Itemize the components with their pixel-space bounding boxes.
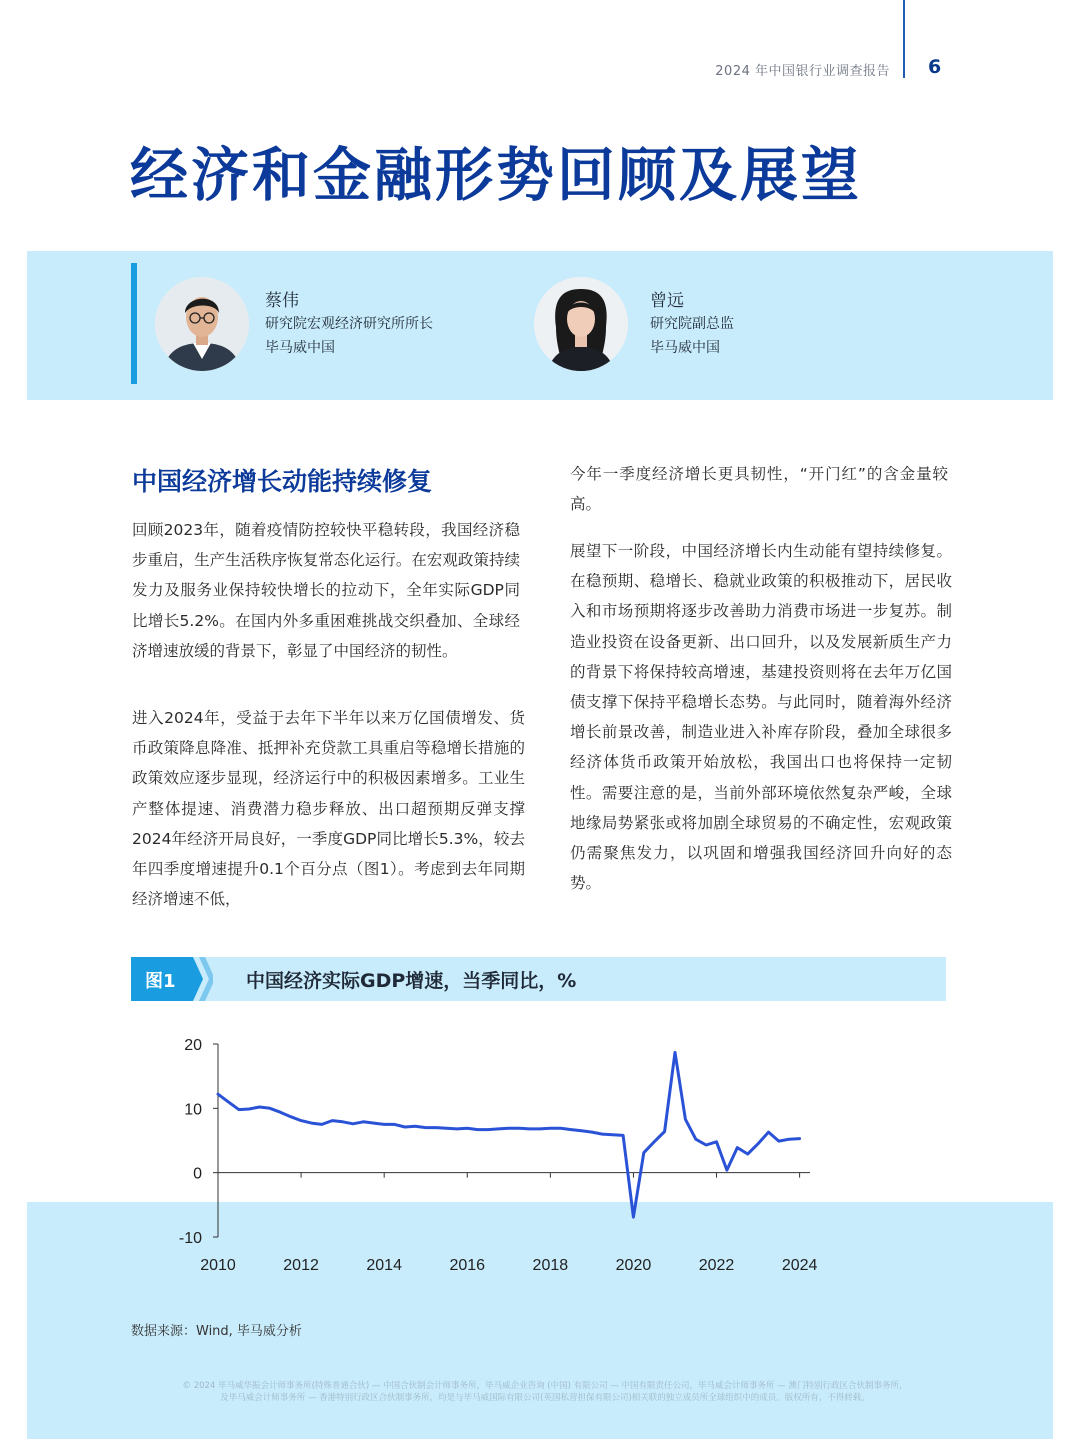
y-tick-label: -10: [178, 1230, 202, 1247]
x-tick-label: 2020: [615, 1257, 652, 1274]
authors-band: [27, 251, 1053, 400]
section-heading: 中国经济增长动能持续修复: [132, 467, 433, 496]
author-1-avatar: [155, 277, 249, 371]
footer-copyright: © 2024 毕马威华振会计师事务所(特殊普通合伙) — 中国合伙制会计师事务所，毕马威企业咨询 (中国) 有限公司 — 中国有限责任公司，毕马威会计师事务所 — 澳门特别行政区合伙制事务所，及毕马威会计师事务所 — 香港特别行政区合伙制事务所，均是与毕马威国际有限公司(英国私营担保有限公司)相关联的独立成员所全球组织中的成员。版权所有，不得转载。: [182, 1381, 908, 1403]
x-tick-label: 2010: [200, 1257, 236, 1274]
x-tick-label: 2022: [698, 1257, 735, 1274]
author-1-name: 蔡伟: [265, 291, 299, 311]
author-2-avatar: [534, 277, 628, 371]
gdp-line-chart: [170, 1030, 850, 1285]
paragraph-3: 今年一季度经济增长更具韧性，“开门红”的含金量较高。: [570, 465, 948, 514]
data-source: 数据来源：Wind, 毕马威分析: [131, 1324, 302, 1339]
author-2-name: 曾远: [650, 291, 684, 311]
figure-title: 中国经济实际GDP增速，当季同比，%: [246, 970, 577, 992]
x-tick-label: 2012: [283, 1257, 319, 1274]
author-2-org: 毕马威中国: [650, 340, 720, 356]
x-tick-label: 2014: [366, 1257, 402, 1274]
author-1-org: 毕马威中国: [265, 340, 335, 356]
gdp-growth-line: [218, 1052, 800, 1217]
paragraph-2: 进入2024年，受益于去年下半年以来万亿国债增发、货币政策降息降准、抵押补充贷款工具重启等稳增长措施的政策效应逐步显现，经济运行中的积极因素增多。工业生产整体提速、消费潜力稳步释放、出口超预期反弹支撑2024年经济开局良好，一季度GDP同比增长5.3%，较去年四季度增速提升0.1个百分点（图1）。考虑到去年同期经济增速不低，: [132, 709, 525, 909]
y-tick-label: 0: [193, 1165, 202, 1183]
paragraph-4: 展望下一阶段，中国经济增长内生动能有望持续修复。在稳预期、稳增长、稳就业政策的积极推动下，居民收入和市场预期将逐步改善助力消费市场进一步复苏。制造业投资在设备更新、出口回升，以及发展新质生产力的背景下将保持较高增速，基建投资则将在去年万亿国债支撑下保持平稳增长态势。与此同时，随着海外经济增长前景改善，制造业进入补库存阶段，叠加全球很多经济体货币政策开始放松，我国出口也将保持一定韧性。需要注意的是，当前外部环境依然复杂严峻，全球地缘局势紧张或将加剧全球贸易的不确定性，宏观政策仍需聚焦发力，以巩固和增强我国经济回升向好的态势。: [570, 542, 952, 893]
figure-label: 图1: [145, 971, 176, 992]
x-tick-label: 2024: [781, 1257, 818, 1274]
y-tick-label: 10: [184, 1101, 202, 1119]
report-title: 2024 年中国银行业调查报告: [715, 64, 890, 79]
y-tick-label: 20: [184, 1037, 202, 1054]
page-title: 经济和金融形势回顾及展望: [130, 141, 863, 209]
accent-bar: [131, 263, 137, 384]
woman-portrait-icon: [534, 277, 628, 371]
header-divider: [903, 0, 905, 78]
page-number: 6: [928, 56, 942, 78]
paragraph-1: 回顾2023年，随着疫情防控较快平稳转段，我国经济稳步重启，生产生活秩序恢复常态化运行。在宏观政策持续发力及服务业保持较快增长的拉动下，全年实际GDP同比增长5.2%。在国内外多重困难挑战交织叠加、全球经济增速放缓的背景下，彰显了中国经济的韧性。: [132, 521, 520, 660]
author-2-title: 研究院副总监: [650, 316, 734, 332]
x-tick-label: 2016: [449, 1257, 486, 1274]
figure-header: [131, 957, 946, 1001]
man-portrait-icon: [155, 277, 249, 371]
x-tick-label: 2018: [532, 1257, 569, 1274]
author-1-title: 研究院宏观经济研究所所长: [265, 316, 433, 332]
